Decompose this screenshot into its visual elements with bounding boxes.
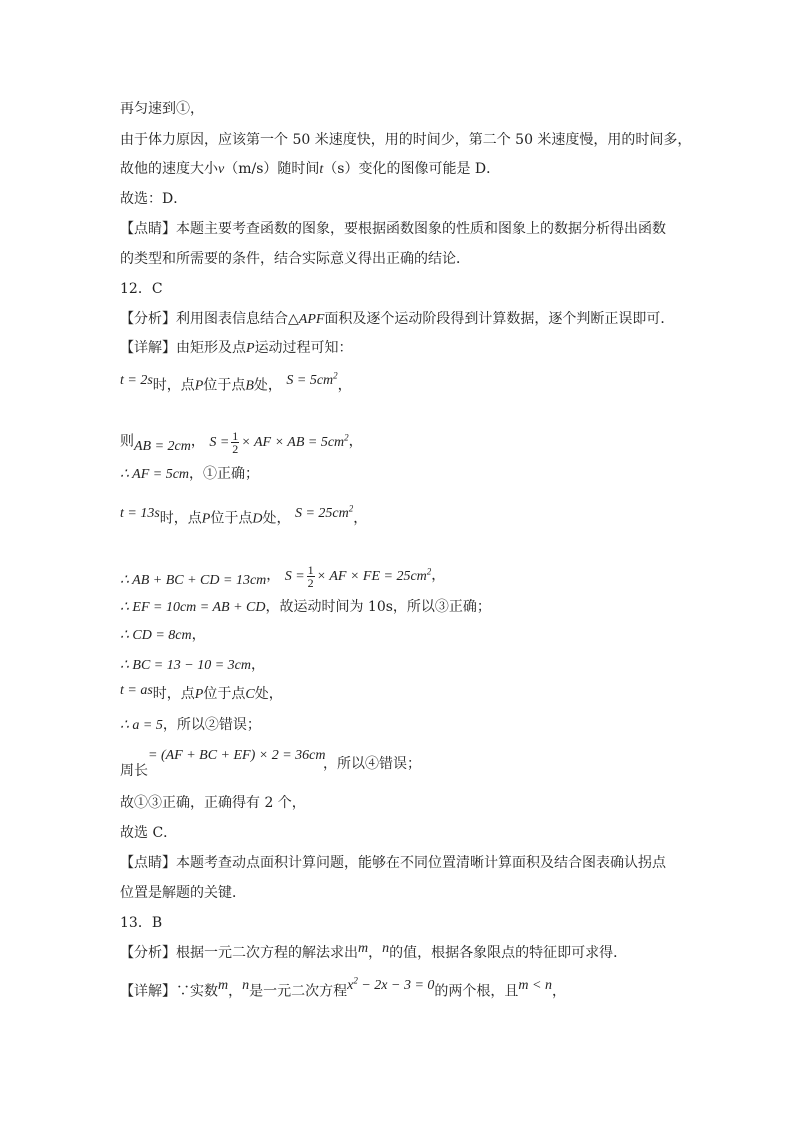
text-line: 再匀速到①， [120,101,204,117]
text-line: 由于体力原因，应该第一个 50 米速度快，用的时间少，第二个 50 米速度慢，用的时间多， [120,132,692,148]
text: 时，点 [159,510,202,527]
text-line [120,562,445,589]
text: ， [190,433,205,450]
text: ）随时间 [263,161,320,177]
math-expr: ∴ AB + BC + CD = 13cm [120,572,267,588]
question-number: 12．C [120,281,163,297]
text: 则 [120,433,134,450]
text: ，所以④错误； [323,756,421,772]
math-var: n [242,977,250,993]
math-var: m [218,977,229,993]
text-line [120,372,352,396]
math-expr: S = $\frac{1}{2}$ × AF × AB = $5cm^2$ [209,428,349,456]
text-line [120,626,206,645]
text: 面积及逐个运动阶段得到计算数据，逐个判断正误即可． [324,311,675,327]
math-var: t [319,162,324,177]
text: ， [191,627,206,643]
text: ， [348,433,363,450]
text: 的值，根据各象限点的特征即可求得． [389,945,628,961]
text: 时，点 [152,377,195,394]
math-unit: m/s [238,161,264,177]
math-var: P [194,687,204,702]
text: 处， [253,377,282,394]
text: ，所以②错误； [162,717,261,733]
math-var: P [201,511,211,527]
math-expr: $S = 5cm^2$ [286,370,338,388]
math-expr: t = 13s [120,505,160,521]
text: ， [228,983,243,1000]
math-var: v [218,162,225,177]
text-line: 位置是解题的关键． [120,885,246,901]
text-line [120,656,265,675]
text: （ [224,161,239,177]
text: 位于点 [203,686,246,702]
text-line [120,465,259,484]
text-line [323,755,421,773]
text-line [120,598,491,617]
text-line [120,941,628,963]
text-line [148,746,325,765]
text: （ [323,161,338,177]
text: ， [337,377,352,394]
text: 【详解】∵实数 [120,983,218,1000]
text-line [120,310,674,329]
text-line: 故选 C． [120,825,178,841]
text-line [120,428,363,455]
text: 【分析】根据一元二次方程的解法求出 [120,945,358,961]
text-line [120,160,500,179]
math-expr: ∴ CD = 8cm [120,628,192,643]
text: ， [250,657,265,673]
math-expr: ∴ a = 5 [120,718,163,733]
fraction: $\frac{1}{2}$ [307,562,314,590]
text: ， [368,945,383,961]
math-var: P [194,378,204,394]
text: ， [266,567,281,584]
text: ）变化的图像可能是 D． [344,161,501,177]
math-var: D [252,511,263,527]
text: 位于点 [203,377,246,394]
text-line: 的类型和所需要的条件，结合实际意义得出正确的结论． [120,251,470,267]
math-expr: m < n [518,977,552,993]
text-line [120,685,283,704]
math-expr: ∴ AF = 5cm [120,467,190,482]
text: 时，点 [152,686,195,702]
text: 处， [254,686,283,702]
math-expr: S = $\frac{1}{2}$ × AF × FE = $25cm^2$ [284,562,432,590]
math-expr: ∴ BC = 13 − 10 = 3cm [120,658,251,673]
text-line: 【点睛】本题主要考查函数的图象，要根据函数图象的性质和图象上的数据分析得出函数 [120,221,666,237]
text: ，故运动时间为 10s，所以③正确； [265,599,491,615]
text-line [120,716,261,735]
math-var: B [245,378,254,394]
math-expr: = (AF + BC + EF) × 2 = 36cm [148,748,326,763]
math-var: n [382,941,390,956]
text: 的两个根，且 [434,983,519,1000]
math-expr: $S = 25cm^2$ [294,503,354,521]
math-expr: AB = 2cm [134,438,191,454]
math-expr: $x^2 - 2x - 3 = 0$ [347,975,435,993]
math-var: m [358,941,369,956]
text: ， [431,567,446,584]
text: ， [353,510,368,527]
text: ，①正确； [189,466,260,482]
math-unit: s [337,161,345,177]
question-number: 13．B [120,915,163,931]
text-line [120,339,353,358]
text: 处， [262,510,291,527]
math-var: C [245,687,255,702]
text-line [120,762,148,780]
math-expr: t = 2s [120,372,153,388]
text: 故他的速度大小 [120,161,218,177]
text: 周长 [120,763,148,779]
text: 位于点 [210,510,253,527]
fraction: $\frac{1}{2}$ [232,428,239,456]
text: 【分析】利用图表信息结合 [120,311,288,327]
text-line [120,975,566,1002]
text-line: 故①③正确，正确得有 2 个， [120,795,306,811]
math-var: P [246,341,255,356]
math-expr: ∴ EF = 10cm = AB + CD [120,600,266,615]
text: 运动过程可知： [254,340,353,356]
text-line: 故选：D． [120,191,188,207]
text: 【详解】由矩形及点 [120,340,246,356]
math-expr: △APF [288,312,325,327]
text-line [120,505,367,529]
text: ， [551,983,566,1000]
text-line: 【点睛】本题考查动点面积计算问题，能够在不同位置清晰计算面积及结合图表确认拐点 [120,855,666,871]
text: 是一元二次方程 [249,983,348,1000]
math-expr: t = as [120,683,153,698]
